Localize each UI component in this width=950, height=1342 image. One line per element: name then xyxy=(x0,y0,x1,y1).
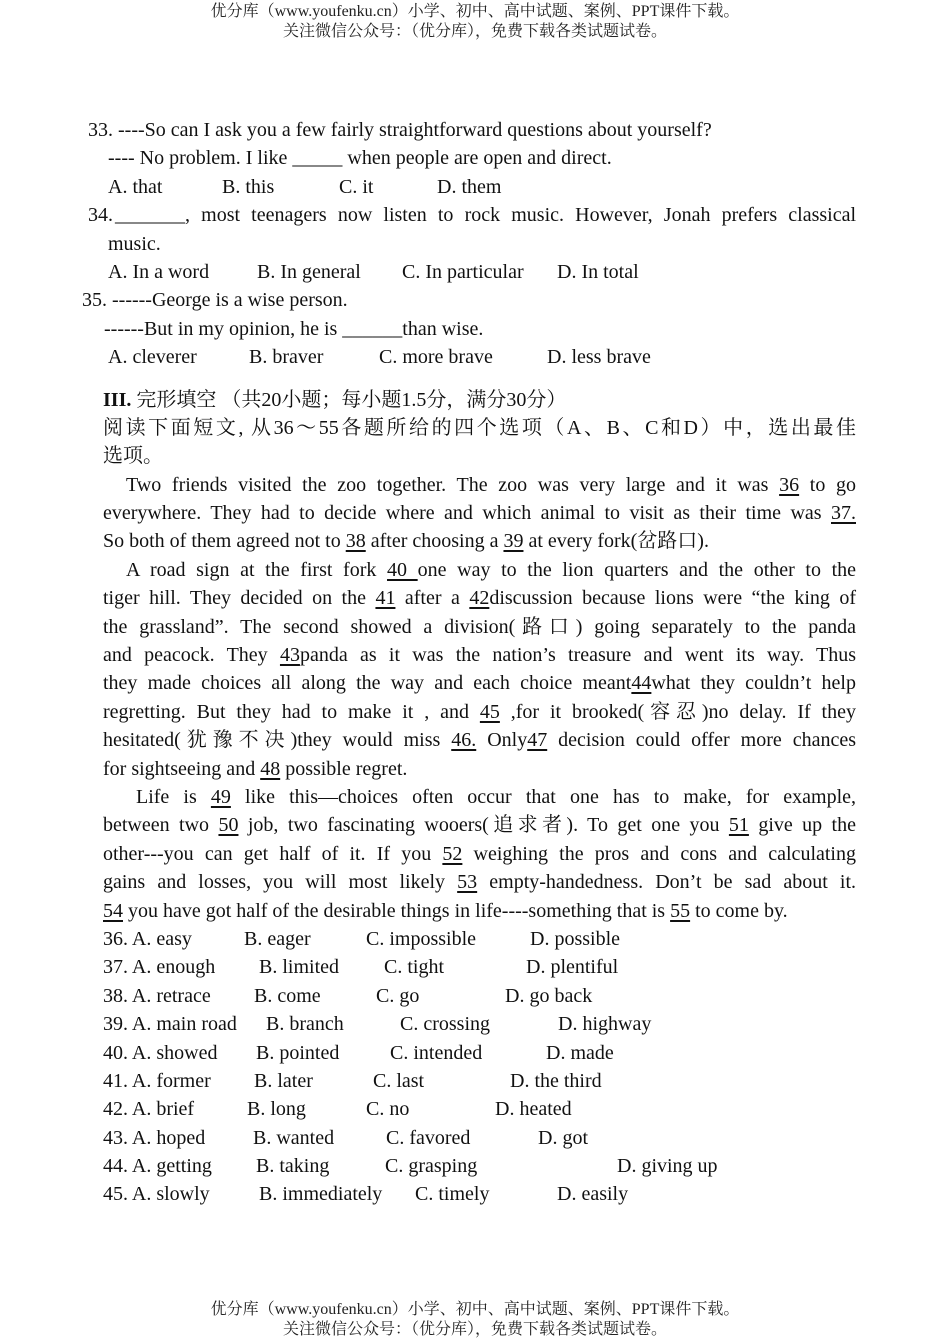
text-run: 43. A. hoped xyxy=(103,1126,206,1149)
text-run: C. crossing xyxy=(400,1013,490,1036)
choice-row-45 xyxy=(0,1180,950,1208)
text-run: C. tight xyxy=(384,956,445,979)
text-run: B. wanted xyxy=(253,1126,335,1149)
text-run: D. the third xyxy=(510,1069,602,1092)
header-line-1: 优分库（www.youfenku.cn）小学、初中、高中试题、案例、PPT课件下载。 xyxy=(210,3,740,20)
passage-line xyxy=(0,811,950,839)
passage-line xyxy=(0,755,950,783)
blank-55: 55 xyxy=(670,899,691,922)
header-line-2: 关注微信公众号：（优分库），免费下载各类试题试卷。 xyxy=(282,23,667,40)
option-c: C. it xyxy=(339,175,374,198)
passage-line xyxy=(0,499,950,527)
text-run: job, two fascinating wooers(追求者). To get one you xyxy=(238,814,729,837)
text-run: and peacock. They xyxy=(103,644,280,667)
text-run: Two friends visited the zoo together. The zoo was very large and it was xyxy=(126,473,780,496)
text-run: D. possible xyxy=(530,927,620,950)
passage-line xyxy=(0,840,950,868)
section-instructions-cont: 选项。 xyxy=(103,445,163,468)
text-run: hesitated(犹豫不决)they would miss xyxy=(103,729,452,752)
text-run: 44. A. getting xyxy=(103,1155,212,1178)
question-33-line-1 xyxy=(0,116,950,144)
option-d: D. them xyxy=(437,175,502,198)
footer-line-2: 关注微信公众号：（优分库），免费下载各类试题试卷。 xyxy=(282,1321,667,1338)
section-3-instructions-1 xyxy=(0,414,950,442)
blank-52: 52 xyxy=(442,842,463,865)
text-run: B. branch xyxy=(266,1013,344,1036)
section-3-title xyxy=(0,386,950,414)
question-35-response: ------But in my opinion, he is ______than wise. xyxy=(104,317,484,340)
text-run: to come by. xyxy=(690,899,788,922)
text-run: 45. A. slowly xyxy=(103,1183,210,1206)
text-run: after a xyxy=(395,587,470,610)
blank-41: 41 xyxy=(375,587,396,610)
text-run: 42. A. brief xyxy=(103,1098,195,1121)
text-run: B. pointed xyxy=(256,1041,340,1064)
question-34-stem-cont: music. xyxy=(108,232,161,255)
text-run: like this—choices often occur that one has to make, for example, xyxy=(230,785,856,808)
text-run: B. taking xyxy=(256,1155,330,1178)
text-run: what they couldn’t help xyxy=(651,672,856,695)
question-34-number: 34. xyxy=(88,204,113,227)
text-run: weighing the pros and cons and calculating xyxy=(462,842,856,865)
blank-48: 48 xyxy=(260,757,281,780)
choice-row-41 xyxy=(0,1067,950,1095)
text-run: you have got half of the desirable things in life----something that is xyxy=(123,899,671,922)
option-d: D. less brave xyxy=(547,346,651,369)
blank-47: 47 xyxy=(527,729,548,752)
choice-row-40 xyxy=(0,1039,950,1067)
text-run: 38. A. retrace xyxy=(103,984,211,1007)
text-run: B. eager xyxy=(244,927,311,950)
blank-43: 43 xyxy=(279,644,300,667)
text-run: B. come xyxy=(254,984,321,1007)
passage-line xyxy=(0,584,950,612)
passage-line xyxy=(0,471,950,499)
text-run: decision could offer more chances xyxy=(547,729,856,752)
text-run: Life is xyxy=(136,785,211,808)
question-34-stem: _______, most teenagers now listen to rock music. However, Jonah prefers classical xyxy=(115,204,856,227)
text-run: 37. A. enough xyxy=(103,956,216,979)
option-b: B. In general xyxy=(257,260,361,283)
passage-line xyxy=(0,698,950,726)
blank-36: 36 xyxy=(779,473,800,496)
question-33-stem: 33. ----So can I ask you a few fairly straightforward questions about yourself? xyxy=(88,119,712,141)
text-run: at every fork(岔路口). xyxy=(523,530,709,553)
option-c: C. In particular xyxy=(402,260,524,283)
choice-row-42 xyxy=(0,1095,950,1123)
passage-line xyxy=(0,669,950,697)
text-run: they made choices all along the way and each choice meant xyxy=(103,672,632,695)
choice-row-37 xyxy=(0,953,950,981)
text-run: C. favored xyxy=(386,1126,471,1149)
blank-50: 50 xyxy=(218,814,239,837)
text-run: D. got xyxy=(538,1126,588,1149)
text-run: for sightseeing and xyxy=(103,757,261,780)
page-footer xyxy=(0,1300,950,1340)
text-run: ,for it brooked(容忍)no delay. If they xyxy=(499,700,856,723)
question-35-line-1 xyxy=(0,286,950,314)
question-35-options xyxy=(0,343,950,371)
text-run: the grassland”. The second showed a division(路口) going separately to the panda xyxy=(103,615,856,638)
text-run: gains and losses, you will most likely xyxy=(103,871,458,894)
question-34-line-2 xyxy=(0,230,950,258)
text-run: regretting. But they had to make it , and xyxy=(103,700,480,723)
question-33-line-2 xyxy=(0,144,950,172)
section-title: 完形填空 （共20小题；每小题1.5分，满分30分） xyxy=(131,388,567,411)
blank-37: 37. xyxy=(831,502,856,525)
question-34-options xyxy=(0,258,950,286)
text-run: everywhere. They had to decide where and which animal to visit as their time was xyxy=(103,502,831,525)
text-run: C. impossible xyxy=(366,927,477,950)
question-35-stem: 35. ------George is a wise person. xyxy=(82,289,348,312)
text-run: 36. A. easy xyxy=(103,927,192,950)
text-run: C. intended xyxy=(390,1041,483,1064)
text-run: A road sign at the first fork xyxy=(126,558,388,581)
blank-54: 54 xyxy=(103,899,123,922)
section-instructions: 阅读下面短文, 从36～55各题所给的四个选项（A、B、C和D）中，选出最佳 xyxy=(103,416,856,439)
text-run: D. giving up xyxy=(617,1155,718,1178)
text-run: C. go xyxy=(376,984,420,1007)
text-run: 40. A. showed xyxy=(103,1041,218,1064)
text-run: give up the xyxy=(748,814,856,837)
option-b: B. this xyxy=(222,175,275,198)
text-run: C. timely xyxy=(415,1183,490,1206)
blank-40: 40 xyxy=(387,558,418,581)
text-run: C. last xyxy=(373,1069,425,1092)
question-35-line-2 xyxy=(0,315,950,343)
passage-line xyxy=(0,783,950,811)
option-a: A. In a word xyxy=(108,260,210,283)
text-run: other---you can get half of it. If you xyxy=(103,842,443,865)
text-run: 41. A. former xyxy=(103,1069,211,1092)
question-34-line-1 xyxy=(0,201,950,229)
blank-46: 46. xyxy=(451,729,477,752)
passage-line xyxy=(0,641,950,669)
document-body xyxy=(0,116,950,1209)
question-33-response: ---- No problem. I like _____ when people are open and direct. xyxy=(108,147,612,170)
question-33-options xyxy=(0,173,950,201)
choice-row-44 xyxy=(0,1152,950,1180)
text-run: D. made xyxy=(546,1041,614,1064)
text-run: panda as it was the nation’s treasure and went its way. Thus xyxy=(299,644,856,667)
option-b: B. braver xyxy=(249,346,324,369)
text-run: D. easily xyxy=(557,1183,629,1206)
blank-51: 51 xyxy=(728,814,749,837)
blank-38: 38 xyxy=(345,530,366,553)
text-run: B. later xyxy=(254,1069,313,1092)
blank-53: 53 xyxy=(457,871,478,894)
option-c: C. more brave xyxy=(379,346,493,369)
passage-line xyxy=(0,897,950,925)
section-roman-numeral: III. xyxy=(103,388,132,411)
choice-row-36 xyxy=(0,925,950,953)
choice-row-39 xyxy=(0,1010,950,1038)
blank-39: 39 xyxy=(503,530,524,553)
passage-line xyxy=(0,868,950,896)
blank-44: 44 xyxy=(631,672,652,695)
text-run: D. heated xyxy=(495,1098,572,1121)
text-run: C. no xyxy=(366,1098,410,1121)
text-run: possible regret. xyxy=(280,757,408,780)
blank-45: 45 xyxy=(479,700,500,723)
text-run: B. long xyxy=(247,1098,306,1121)
blank-42: 42 xyxy=(469,587,490,610)
text-run: 39. A. main road xyxy=(103,1013,237,1036)
text-run: tiger hill. They decided on the xyxy=(103,587,376,610)
option-a: A. that xyxy=(108,175,163,198)
text-run: D. go back xyxy=(505,984,593,1007)
text-run: one way to the lion quarters and the other to the xyxy=(417,558,857,581)
choice-row-38 xyxy=(0,982,950,1010)
text-run: B. limited xyxy=(259,956,339,979)
text-run: D. highway xyxy=(558,1013,652,1036)
text-run: discussion because lions were “the king of xyxy=(489,587,856,610)
blank-49: 49 xyxy=(210,785,231,808)
text-run: So both of them agreed not to xyxy=(103,530,346,553)
passage-line xyxy=(0,527,950,555)
text-run: B. immediately xyxy=(259,1183,383,1206)
section-3-instructions-2 xyxy=(0,442,950,470)
text-run: after choosing a xyxy=(365,530,504,553)
passage-line xyxy=(0,613,950,641)
passage-line xyxy=(0,556,950,584)
text-run: Only xyxy=(476,729,528,752)
page-header xyxy=(0,2,950,42)
text-run: to go xyxy=(799,473,856,496)
option-d: D. In total xyxy=(557,260,639,283)
choice-row-43 xyxy=(0,1124,950,1152)
text-run: empty-handedness. Don’t be sad about it. xyxy=(477,871,856,894)
text-run: C. grasping xyxy=(385,1155,478,1178)
text-run: D. plentiful xyxy=(526,956,619,979)
text-run: between two xyxy=(103,814,219,837)
option-a: A. cleverer xyxy=(108,346,197,369)
passage-line xyxy=(0,726,950,754)
footer-line-1: 优分库（www.youfenku.cn）小学、初中、高中试题、案例、PPT课件下载。 xyxy=(210,1301,740,1318)
